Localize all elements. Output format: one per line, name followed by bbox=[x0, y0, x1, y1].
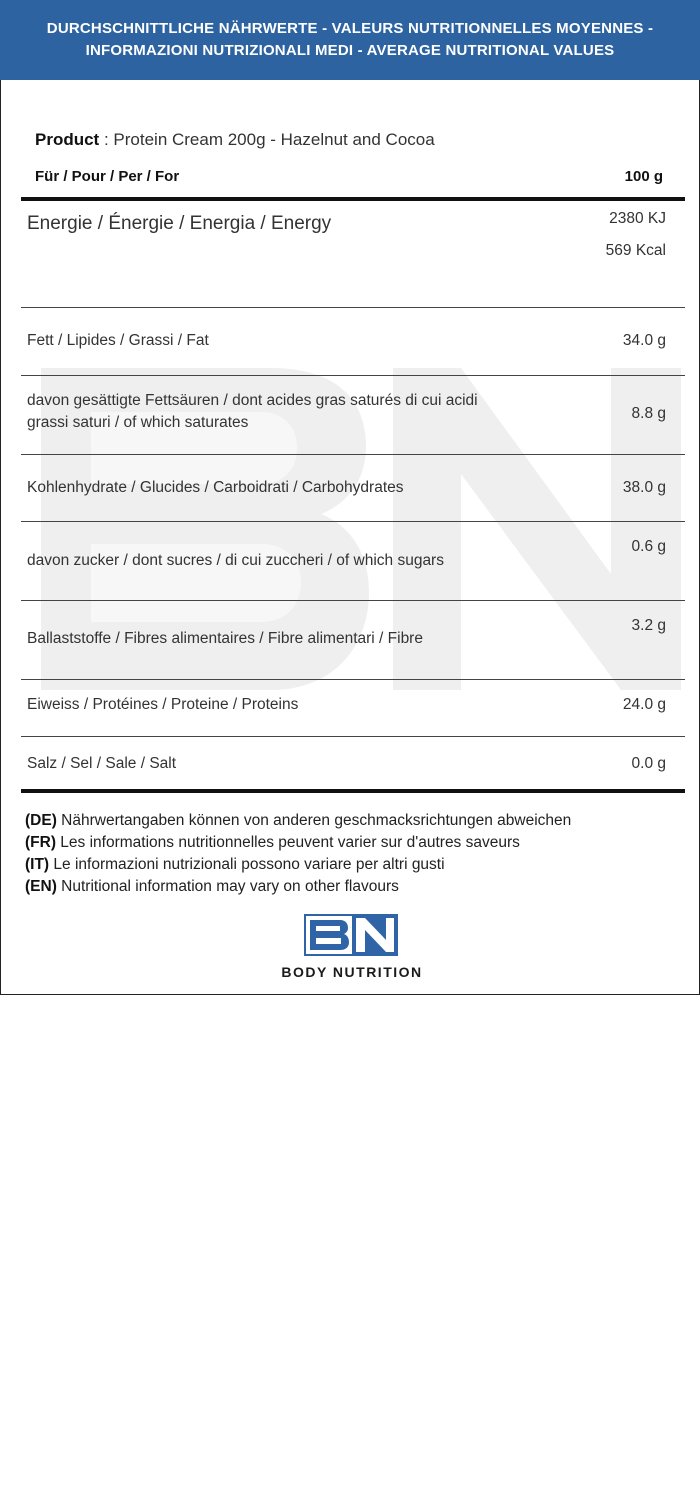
note-text-fr: Les informations nutritionnelles peuvent varier sur d'autres saveurs bbox=[56, 834, 520, 851]
nutrition-panel bbox=[0, 80, 700, 995]
row-divider bbox=[21, 375, 685, 376]
note-text-it: Le informazioni nutrizionali possono variare per altri gusti bbox=[49, 856, 445, 873]
row-carbohydrates-label: Kohlenhydrate / Glucides / Carboidrati / Carbohydrates bbox=[27, 479, 404, 496]
note-en bbox=[25, 876, 571, 898]
column-header-value: 100 g bbox=[624, 168, 663, 185]
bn-logo-mark bbox=[304, 914, 398, 956]
row-saturates-label-line2: grassi saturi / of which saturates bbox=[27, 414, 249, 431]
brand-logo bbox=[252, 914, 452, 984]
brand-name: BODY NUTRITION bbox=[281, 964, 423, 980]
row-fat-label: Fett / Lipides / Grassi / Fat bbox=[27, 332, 209, 349]
table-bottom-divider bbox=[21, 789, 685, 793]
header-divider bbox=[21, 197, 685, 201]
note-it bbox=[25, 854, 571, 876]
note-text-de: Nährwertangaben können von anderen geschmacksrichtungen abweichen bbox=[56, 812, 572, 829]
row-salt-value: 0.0 g bbox=[631, 755, 666, 772]
column-header-label: Für / Pour / Per / For bbox=[35, 168, 180, 185]
note-lang-en: (EN) bbox=[25, 878, 57, 895]
row-proteins-label: Eiweiss / Protéines / Proteine / Proteins bbox=[27, 696, 299, 713]
row-divider bbox=[21, 454, 685, 455]
row-divider bbox=[21, 600, 685, 601]
row-sugars-label: davon zucker / dont sucres / di cui zuccheri / of which sugars bbox=[27, 552, 444, 569]
row-divider bbox=[21, 736, 685, 737]
title-line-1: DURCHSCHNITTLICHE NÄHRWERTE - VALEURS NUTRITIONNELLES MOYENNES - bbox=[46, 20, 654, 37]
note-lang-fr: (FR) bbox=[25, 834, 56, 851]
title-line-2: INFORMAZIONI NUTRIZIONALI MEDI - AVERAGE NUTRITIONAL VALUES bbox=[85, 42, 615, 59]
row-divider bbox=[21, 679, 685, 680]
row-proteins-value: 24.0 g bbox=[622, 696, 666, 713]
row-fibre-label: Ballaststoffe / Fibres alimentaires / Fibre alimentari / Fibre bbox=[27, 630, 423, 647]
note-fr bbox=[25, 832, 571, 854]
note-de bbox=[25, 810, 571, 832]
note-lang-it: (IT) bbox=[25, 856, 50, 873]
row-carbohydrates-value: 38.0 g bbox=[622, 479, 666, 496]
row-energy-kcal: 569 Kcal bbox=[605, 242, 666, 259]
row-divider bbox=[21, 521, 685, 522]
row-saturates-value: 8.8 g bbox=[631, 405, 666, 422]
product-line bbox=[35, 130, 435, 150]
product-name: : Protein Cream 200g - Hazelnut and Cocoa bbox=[99, 130, 435, 149]
flavour-disclaimer bbox=[25, 810, 571, 898]
title-banner bbox=[0, 0, 700, 80]
note-lang-de: (DE) bbox=[25, 812, 57, 829]
row-saturates-label-line1: davon gesättigte Fettsäuren / dont acides gras saturés di cui acidi bbox=[27, 392, 478, 409]
row-salt-label: Salz / Sel / Sale / Salt bbox=[27, 755, 177, 772]
row-energy-label: Energie / Énergie / Energia / Energy bbox=[27, 213, 332, 234]
product-label: Product bbox=[35, 130, 100, 149]
row-fat-value: 34.0 g bbox=[622, 332, 666, 349]
row-energy-kj: 2380 KJ bbox=[609, 210, 666, 227]
row-saturates-label bbox=[27, 390, 478, 434]
note-text-en: Nutritional information may vary on other flavours bbox=[56, 878, 399, 895]
row-divider bbox=[21, 307, 685, 308]
row-fibre-value: 3.2 g bbox=[631, 617, 666, 634]
row-sugars-value: 0.6 g bbox=[631, 538, 666, 555]
